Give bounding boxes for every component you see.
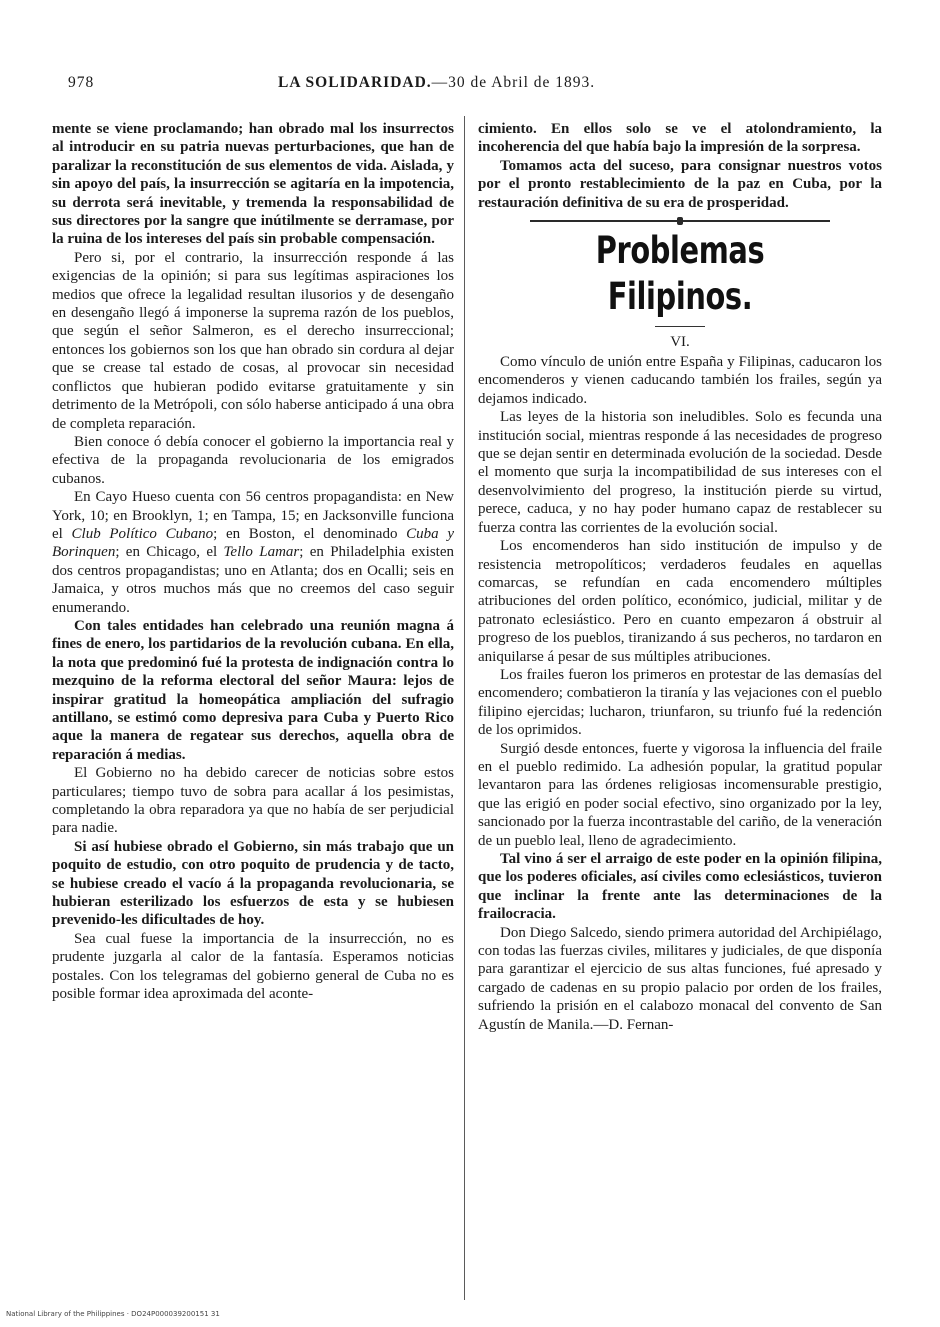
section-divider: [530, 220, 830, 222]
paragraph: Tomamos acta del suceso, para consignar nuestros votos por el pronto restablecimiento de la paz en Cuba, por la restauración definitiva de su era de prosperidad.: [478, 157, 882, 211]
issue-date: —30 de Abril de 1893.: [431, 74, 596, 91]
section-title: Problemas Filipinos.: [595, 229, 765, 319]
paragraph: Pero si, por el contrario, la insurrección responde á las exigencias de la opinión; si para sus legítimas aspiraciones los medios que ofrece la legalidad resultan ilusorios y de desengaño en desengaño llegó á imponerse la suprema razón de los pueblos, que según el señor Salmeron, es el derecho insurreccional; entonces los gobiernos son los que han obrado sin cordura al dejar que se crease tal estado de cosas, al provocar sin necesidad conflictos que hubieran podido evitarse gratuitamente y sin detrimento de la Metrópoli, con sólo haberse anticipado á una obra de completa reparación.: [52, 249, 454, 432]
paragraph: Con tales entidades han celebrado una reunión magna á fines de enero, los partidarios de la revolución cubana. En ella, la nota que predominó fué la protesta de indignación contra lo mezquino de la reforma electoral del señor Maura: lejos de inspirar gratitud la homeopática ampliación del sufragio antillano, se estimó como depresiva para Cuba y Puerto Rico aque la manera de regatear sus derechos, aquella obra de reparación á medias.: [52, 617, 454, 763]
title-rule: [655, 326, 705, 327]
paragraph: Sea cual fuese la importancia de la insurrección, no es prudente juzgarla al calor de la fantasía. Esperamos noticias postales. Con los telegramas del gobierno general de Cuba no es posible formar idea aproximada del aconte-: [52, 930, 454, 1003]
paragraph: El Gobierno no ha debido carecer de noticias sobre estos particulares; tiempo tuvo de sobra para acallar á los pesimistas, completando la obra reparadora ya que no había de ser perjudicial para nadie.: [52, 765, 454, 837]
page-number: 978: [68, 74, 95, 91]
paragraph: Don Diego Salcedo, siendo primera autoridad del Archipiélago, con todas las fuerzas civiles, militares y judiciales, de que disponía para garantizar el ejercicio de sus altas funciones, fué apresado y cargado de cadenas en su propio palacio por orden de los frailes, sufriendo la prisión en el calabozo monacal del convento de San Agustín de Manila.—D. Fernan-: [478, 924, 882, 1033]
paragraph: Como vínculo de unión entre España y Filipinas, caducaron los encomenderos y vienen caducando también los frailes, según ya dejamos indicado.: [478, 354, 882, 407]
paragraph: cimiento. En ellos solo se ve el atolondramiento, la incoherencia del que había bajo la impresión de la sorpresa.: [478, 121, 882, 156]
text-run: ; en Chicago, el: [115, 544, 224, 561]
publication-name: LA SOLIDARIDAD.: [278, 74, 432, 91]
paragraph: Los encomenderos han sido institución de impulso y de resistencia metropolíticos; verdaderos feudales en aquellas comarcas, se refundían en cada encomendero múltiples atribuciones del orden político, económico, judicial, militar y de patronato eclesiástico. Pero en cuanto empezaron á obstruir al progreso de los pueblos, tiranizando á sus pecheros, no tardaron en aniquilarse á pesar de sus múltiples atribuciones.: [478, 538, 882, 665]
paragraph: [52, 488, 454, 617]
right-column: [478, 120, 882, 1034]
paragraph: Surgió desde entonces, fuerte y vigorosa la influencia del fraile en el pueblo redimido. La adhesión popular, la gratitud popular levantaron para las órdenes religiosas incomensurable prestigio, que las erigió en poder social efectivo, sino organizado por la ley, sancionado por la fuerza incontrastable del cariño, de la veneración de un pueblo leal, lleno de agradecimiento.: [478, 740, 882, 849]
club-name: Tello Lamar: [223, 544, 300, 561]
section-number: VI.: [670, 334, 690, 351]
paragraph: Bien conoce ó debía conocer el gobierno la importancia real y efectiva de la propaganda revolucionaria de los emigrados cubanos.: [52, 433, 454, 487]
text-run: ; en Boston, el denominado: [213, 525, 407, 542]
paragraph: Si así hubiese obrado el Gobierno, sin más trabajo que un poquito de estudio, con otro poquito de prudencia y de tacto, se hubiese creado el vacío á la propaganda revolucionaria, se hubieran esterilizado los esfuerzos de esta y se hubiesen prevenido-les dificultades de hoy.: [52, 838, 454, 929]
paragraph: Los frailes fueron los primeros en protestar de las demasías del encomendero; combatieron la tiranía y las vejaciones con el pueblo filipino ejercidas; lucharon, triunfaron, su triunfo fué la redención de los oprimidos.: [478, 666, 882, 739]
text-run: En Cayo Hueso cuenta con 56 centros propagandista: en New York, 10; en Brooklyn, 1; en Tampa, 15; en Jacksonville funciona el: [52, 489, 454, 542]
club-name: Club Político Cubano: [71, 525, 214, 542]
club-name: Cuba y Borinquen: [52, 525, 454, 561]
left-column: [52, 120, 454, 1004]
footer-credit: National Library of the Philippines · DO24P000039200151 31: [6, 1310, 220, 1318]
column-divider: [464, 116, 465, 1300]
running-head: [278, 74, 595, 92]
paragraph: Las leyes de la historia son ineludibles. Solo es fecunda una institución social, mientras responde á las necesidades de progreso que se dejan sentir en determinada evolución de la sociedad. Desde el momento que surja la incompatibilidad de sus intereses con el desenvolvimiento del progreso, la institución pierde su virtud, perece, caduca, y no hay poder humano capaz de restablecer su fuerza contra las corrientes de la evolución social.: [478, 409, 882, 536]
paragraph: Tal vino á ser el arraigo de este poder en la opinión filipina, que los poderes oficiales, así civiles como eclesiásticos, tuvieron que inclinar la frente ante las determinaciones de la frailocracia.: [478, 851, 882, 923]
paragraph: mente se viene proclamando; han obrado mal los insurrectos al introducir en su patria nuevas perturbaciones, que han de paralizar la reconstitución de sus elementos de vida. Aislada, y sin apoyo del país, la insurrección se agitaría en la impotencia, su derrota será inevitable, y tremenda la responsabilidad de sus directores por la sangre que inútilmente se derramase, por la ruina de los intereses del país sin probable compensación.: [52, 121, 454, 248]
page-header: [50, 74, 890, 100]
text-run: ; en Philadelphia existen dos centros propagandistas; uno en Atlanta; dos en Ocalli; seis en Jamaica, y otros muchos más que no creemos del caso seguir enumerando.: [52, 544, 454, 616]
